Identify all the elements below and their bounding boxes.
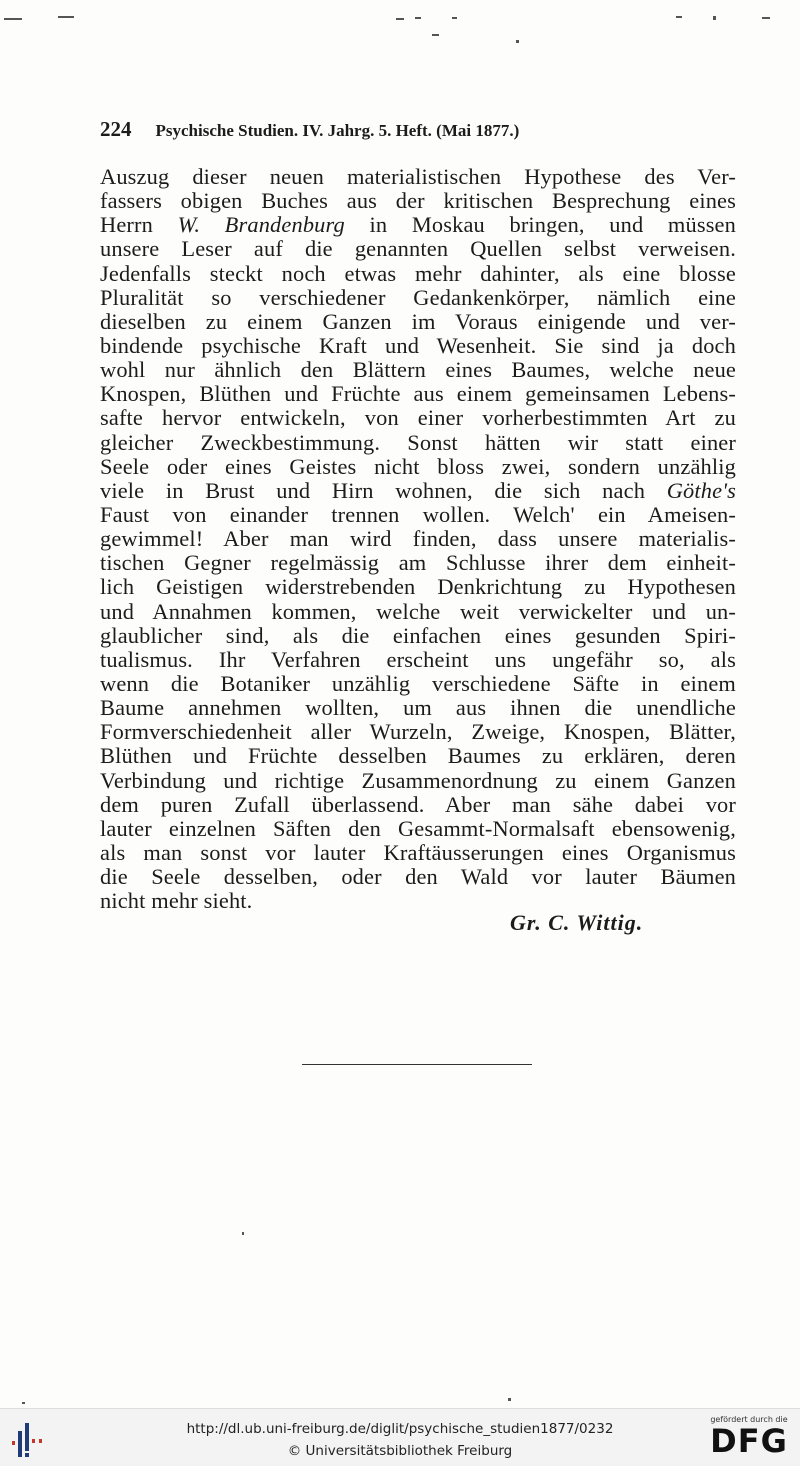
text-line: die Seele desselben, oder den Wald vor lauter Bäumen [100, 864, 736, 890]
text-line: Baume annehmen wollten, um aus ihnen die unendliche [100, 695, 736, 721]
dfg-logo-text: DFG [710, 1422, 788, 1460]
text-line: Blüthen und Früchte desselben Baumes zu erklären, deren [100, 743, 736, 769]
text-line: Formverschiedenheit aller Wurzeln, Zweige, Knospen, Blätter, [100, 719, 736, 745]
text-line: glaublicher sind, als die einfachen eines gesunden Spiri- [100, 622, 736, 648]
text-line: fassers obigen Buches aus der kritischen Besprechung eines [100, 188, 736, 214]
source-url[interactable]: http://dl.ub.uni-freiburg.de/diglit/psychische_studien1877/0232 [186, 1421, 614, 1437]
text-line: Faust von einander trennen wollen. Welch' ein Ameisen- [100, 501, 736, 527]
page-number: 224 [100, 117, 132, 141]
text-line: dieselben zu einem Ganzen im Voraus einigende und ver- [100, 308, 736, 334]
text-line: wenn die Botaniker unzählig verschiedene Säfte in einem [100, 670, 736, 696]
text-line: Knospen, Blüthen und Früchte aus einem gemeinsamen Lebens- [100, 381, 736, 407]
copyright-notice: © Universitätsbibliothek Freiburg [287, 1443, 513, 1459]
text-line: tischen Gegner regelmässig am Schlusse ihrer dem einheit- [100, 550, 736, 576]
section-divider [302, 1064, 532, 1065]
running-header [100, 117, 680, 142]
running-title: Psychische Studien. IV. Jahrg. 5. Heft. (Mai 1877.) [155, 121, 520, 140]
text-line: tualismus. Ihr Verfahren erscheint uns ungefähr so, als [100, 646, 736, 672]
text-line: lauter einzelnen Säften den Gesammt-Normalsaft ebensowenig, [100, 815, 736, 841]
dfg-funder-logo [706, 1415, 792, 1460]
text-line: und Annahmen kommen, welche weit verwickelter und un- [100, 598, 736, 624]
text-line: Verbindung und richtige Zusammenordnung zu einem Ganzen [100, 767, 736, 793]
text-line: bindende psychische Kraft und Wesenheit. Sie sind ja doch [100, 332, 736, 358]
text-line: Jedenfalls steckt noch etwas mehr dahinter, als eine blosse [100, 260, 736, 286]
text-line: gleicher Zweckbestimmung. Sonst hätten wir statt einer [100, 429, 736, 455]
text-line: viele in Brust und Hirn wohnen, die sich nach Göthe's [100, 477, 736, 503]
author-signature: Gr. C. Wittig. [510, 910, 644, 935]
funder-note: gefördert durch die [710, 1415, 788, 1424]
text-line: Pluralität so verschiedener Gedankenkörper, nämlich eine [100, 284, 736, 310]
text-line: dem puren Zufall überlassend. Aber man sähe dabei vor [100, 791, 736, 817]
body-paragraph [100, 165, 736, 913]
text-line: Auszug dieser neuen materialistischen Hypothese des Ver- [100, 164, 736, 189]
text-line: safte hervor entwickeln, von einer vorherbestimmten Art zu [100, 405, 736, 431]
text-line: wohl nur ähnlich den Blättern eines Baumes, welche neue [100, 357, 736, 383]
text-line: unsere Leser auf die genannten Quellen selbst verweisen. [100, 236, 736, 262]
viewer-footer [0, 1408, 800, 1466]
text-line: gewimmel! Aber man wird finden, dass unsere materialis- [100, 526, 736, 552]
text-line: Seele oder eines Geistes nicht bloss zwei, sondern unzählig [100, 453, 736, 479]
text-line: lich Geistigen widerstrebenden Denkrichtung zu Hypothesen [100, 574, 736, 600]
text-line: als man sonst vor lauter Kraftäusserungen eines Organismus [100, 839, 736, 865]
text-line: nicht mehr sieht. [100, 888, 253, 914]
text-line: Herrn W. Brandenburg in Moskau bringen, und müssen [100, 212, 736, 238]
